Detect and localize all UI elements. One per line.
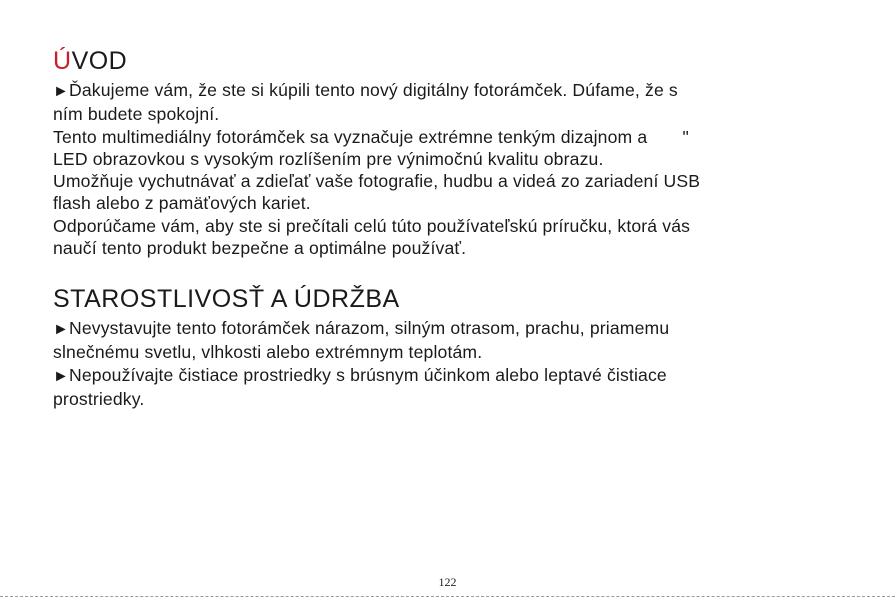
care-line-text: Nepoužívajte čistiace prostriedky s brúsnym účinkom alebo leptavé čistiace <box>69 364 667 385</box>
intro-line <box>53 170 853 192</box>
care-line-text: slnečnému svetlu, vlhkosti alebo extrémnym teplotám. <box>53 342 483 363</box>
care-body <box>53 317 853 410</box>
intro-line-text: LED obrazovkou s vysokým rozlíšením pre výnimočnú kvalitu obrazu. <box>53 148 604 169</box>
care-heading: STAROSTLIVOSŤ A ÚDRŽBA <box>53 285 400 313</box>
intro-line-text: Odporúčame vám, aby ste si prečítali celú túto používateľskú príručku, ktorá vás <box>53 215 691 236</box>
intro-heading <box>53 47 853 75</box>
intro-line <box>53 215 853 237</box>
care-line <box>53 341 853 363</box>
intro-line-text: Umožňuje vychutnávať a zdieľať vaše fotografie, hudbu a videá zo zariadení USB <box>53 171 701 192</box>
intro-line <box>53 192 853 214</box>
intro-line <box>53 79 853 103</box>
page-edge-divider <box>0 596 895 597</box>
care-line <box>53 388 853 410</box>
intro-line <box>53 126 853 148</box>
intro-line-text: naučí tento produkt bezpečne a optimálne používať. <box>53 238 467 259</box>
care-line-text: prostriedky. <box>53 388 145 409</box>
bullet-arrow-icon: ► <box>53 83 69 100</box>
bullet-arrow-icon: ► <box>53 321 69 338</box>
intro-heading-text: VOD <box>71 47 128 75</box>
intro-section <box>53 47 853 259</box>
intro-line <box>53 237 853 259</box>
intro-body <box>53 79 853 259</box>
intro-line-text: flash alebo z pamäťových kariet. <box>53 193 311 214</box>
page-number: 122 <box>438 575 457 589</box>
care-line <box>53 364 853 388</box>
intro-line <box>53 148 853 170</box>
bullet-arrow-icon: ► <box>53 367 69 385</box>
intro-heading-accent-letter: Ú <box>53 47 72 75</box>
care-line-text: Nevystavujte tento fotorámček nárazom, silným otrasom, prachu, priamemu <box>69 318 670 338</box>
intro-line-text: Tento multimediálny fotorámček sa vyznačuje extrémne tenkým dizajnom a " <box>53 126 689 147</box>
intro-line-text: Ďakujeme vám, že ste si kúpili tento nový digitálny fotorámček. Dúfame, že s <box>69 80 678 100</box>
care-line <box>53 317 853 341</box>
care-section <box>53 285 853 410</box>
intro-line <box>53 103 853 125</box>
intro-line-text: ním budete spokojní. <box>53 104 220 125</box>
